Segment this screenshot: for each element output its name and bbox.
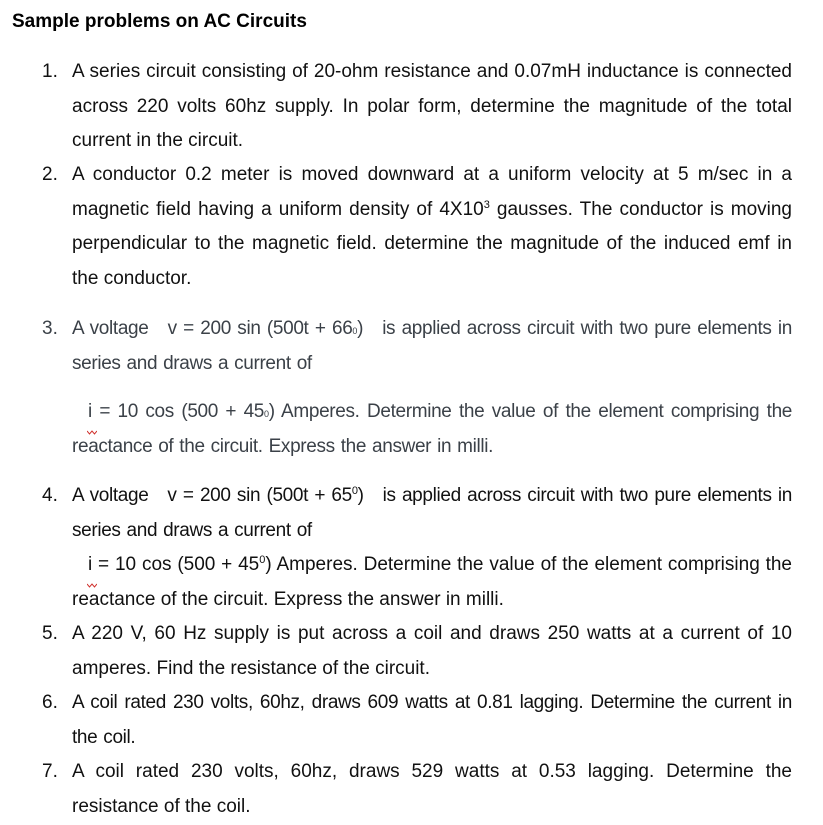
problem-7-number: 7. <box>42 761 58 782</box>
problem-3-number: 3. <box>42 318 58 339</box>
problem-4-cur-a: = 10 cos (500 + 45 <box>92 554 260 575</box>
problem-2-text <box>72 158 792 296</box>
problem-6-text: A coil rated 230 volts, 60hz, draws 609 watts at 0.81 lagging. Determine the current in the coil. <box>72 692 792 748</box>
problem-1-number: 1. <box>42 61 58 82</box>
problem-7-text: A coil rated 230 volts, 60hz, draws 529 watts at 0.53 lagging. Determine the resistance of the coil. <box>72 761 792 817</box>
problem-3-cur-degree: 0 <box>264 409 269 419</box>
problem-1-text: A series circuit consisting of 20-ohm resistance and 0.07mH inductance is connected across 220 volts 60hz supply. In polar form, determine the magnitude of the total current in the circuit. <box>72 61 792 151</box>
problem-5-text: A 220 V, 60 Hz supply is put across a coil and draws 250 watts at a current of 10 amperes. Find the resistance of the circuit. <box>72 623 792 679</box>
problem-3-intro: A voltage <box>72 318 149 339</box>
spellcheck-underline-icon <box>87 429 97 435</box>
problem-3-current <box>72 395 792 464</box>
problem-6-number: 6. <box>42 692 58 713</box>
problem-2-number: 2. <box>42 164 58 185</box>
problem-2-text-a: A conductor 0.2 meter is moved downward at a uniform velocity at 5 m/sec in a magnetic field having a uniform density of 4X10 <box>72 164 792 220</box>
problem-3-tail: is applied across circuit with two pure elements in series and draws a current of <box>72 318 792 374</box>
document-title: Sample problems on AC Circuits <box>12 11 307 32</box>
problem-4-intro: A voltage <box>72 485 149 506</box>
problem-3-cur-b: ) Amperes. Determine the value of the element comprising the reactance of the circuit. Express the answer in milli. <box>72 401 793 457</box>
problem-3-current-symbol: i <box>88 395 92 430</box>
problem-2-exponent: 3 <box>483 198 490 211</box>
problem-4-cur-degree: 0 <box>259 554 266 566</box>
spellcheck-underline-icon <box>87 582 97 588</box>
problem-4-eq-a: v = 200 sin (500t + 65 <box>167 485 352 506</box>
problem-3-degree: 0 <box>352 326 358 336</box>
problem-4-eq-b: ) <box>357 485 364 506</box>
problem-3-eq-a: v = 200 sin (500t + 66 <box>167 318 353 339</box>
problem-3-eq-b: ) <box>357 318 364 339</box>
problem-2-text-b: gausses. The conductor is moving perpendicular to the magnetic field. determine the magnitude of the induced emf in the conductor. <box>72 198 793 289</box>
problem-4-current-symbol: i <box>88 548 92 583</box>
problem-4-tail: is applied across circuit with two pure elements in series and draws a current of <box>72 485 793 541</box>
problem-4-statement <box>72 479 792 548</box>
problem-3-cur-a: = 10 cos (500 + 45 <box>91 401 265 422</box>
problem-4-current <box>72 548 792 617</box>
problem-4-degree: 0 <box>351 485 358 497</box>
problem-3-statement <box>72 312 792 381</box>
problem-4-number: 4. <box>42 485 58 506</box>
problem-5-number: 5. <box>42 623 58 644</box>
problem-4-cur-b: ) Amperes. Determine the value of the element comprising the reactance of the circuit. Express the answer in milli. <box>72 554 792 610</box>
